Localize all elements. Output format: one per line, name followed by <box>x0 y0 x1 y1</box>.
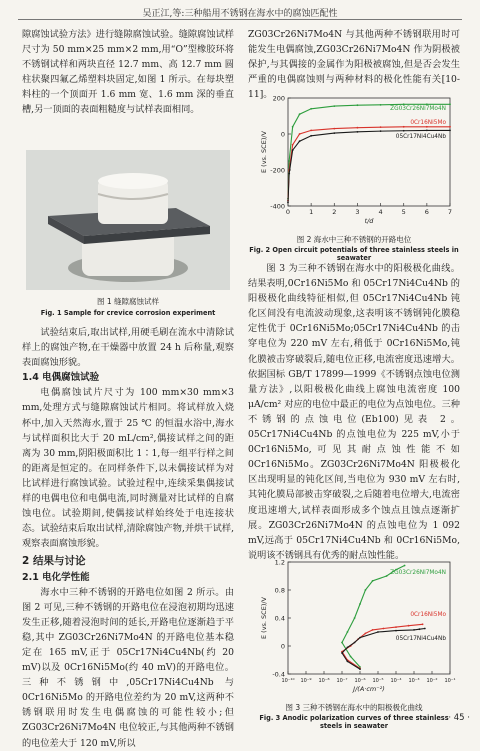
data-point <box>310 130 312 132</box>
figure-1-caption-cn: 图 1 缝隙腐蚀试样 <box>96 297 160 306</box>
y-axis-label: E (vs. SCE)/V <box>260 596 268 640</box>
figure-2-caption-cn: 图 2 海水中三种不锈钢的开路电位 <box>296 235 412 244</box>
plot-frame <box>288 562 450 674</box>
data-point <box>341 642 343 644</box>
data-point <box>292 126 294 128</box>
y-tick-label: 1.2 <box>274 558 285 567</box>
figure-1-caption-en: Fig. 1 Sample for crevice corrosion experiment <box>40 309 216 317</box>
series-line-1 <box>288 104 450 199</box>
y-tick-label: 200 <box>272 94 285 103</box>
x-tick-label: 10⁻⁸ <box>318 678 330 684</box>
y-tick-label: 0.8 <box>274 586 285 595</box>
data-point <box>310 135 312 137</box>
series-label-2: 0Cr16Ni5Mo <box>410 612 446 618</box>
x-tick-label: 10⁻³ <box>408 678 420 684</box>
x-tick-label: 10⁻⁵ <box>372 678 384 684</box>
data-point <box>347 661 349 663</box>
series-label-2: 0Cr16Ni5Mo <box>410 120 446 126</box>
data-point <box>380 126 382 128</box>
data-point <box>424 628 426 630</box>
x-tick-label: 1 <box>309 208 314 216</box>
data-point <box>310 108 312 110</box>
data-point <box>449 130 451 132</box>
data-point <box>426 126 428 128</box>
data-point <box>292 149 294 151</box>
data-point <box>372 580 374 582</box>
data-point <box>333 132 335 134</box>
page-number: · 45 · <box>448 713 470 723</box>
series-label-1: ZG03Cr26Ni7Mo4N <box>390 106 446 112</box>
x-tick-label: 2 <box>332 208 337 216</box>
data-point <box>299 133 301 135</box>
x-tick-label: 0 <box>285 208 291 216</box>
x-axis-label: J/(A·cm⁻²) <box>353 685 385 693</box>
data-point <box>341 652 343 654</box>
data-point <box>380 130 382 132</box>
left-paragraph-4: 海水中三种不锈钢的开路电位如图 2 所示。由图 2 可见,三种不锈钢的开路电位在浸泡初期均迅速发生正移,随着浸泡时间的延长,开路电位逐渐趋于平稳,其中 ZG03Cr26Ni7Mo4N 的开路电位基本稳定在 165 mV,正于 05Cr17Ni4Cu4Nb(约 20 mV)以及 0Cr16Ni5Mo(约 40 mV)的开路电位。三种不锈钢中,05Cr17Ni4Cu4Nb 与 0Cr16Ni5Mo 的开路电位差约为 20 mV,这两种不锈钢联用时发生电偶腐蚀的可能性较小;但 ZG03Cr26Ni7Mo4N 电位较正,与其他两种不锈钢的电位差大于 120 mV,所以 <box>22 586 234 749</box>
x-tick-label: 7 <box>447 208 453 216</box>
data-point <box>403 130 405 132</box>
data-point <box>403 126 405 128</box>
series-line-3 <box>288 130 450 202</box>
left-column-top <box>22 27 234 118</box>
x-tick-label: 3 <box>355 208 360 216</box>
running-header <box>0 0 480 22</box>
data-point <box>299 113 301 115</box>
data-point <box>287 202 289 204</box>
left-paragraph-1: 隙腐蚀试验方法》进行缝隙腐蚀试验。缝隙腐蚀试样尺寸为 50 mm×25 mm×2 mm,用“O”型橡胶环将不锈钢试样和两块直径 12.7 mm、高 12.7 mm 圆柱状聚四氟乙烯塑料块固定,如图 1 所示。在每块塑料柱的一个顶面开 1.6 mm 宽、1.6 mm 深的垂直槽,另一顶面的表面粗糙度与试样表面相同。 <box>22 29 234 116</box>
data-point <box>395 630 397 632</box>
data-point <box>408 625 410 627</box>
x-tick-label: 6 <box>424 208 429 216</box>
x-tick-label: 5 <box>401 208 406 216</box>
data-point <box>359 603 361 605</box>
x-tick-label: 10⁻¹⁰ <box>281 678 295 684</box>
data-point <box>354 642 356 644</box>
running-header-text: 吴正江,等:三种船用不锈钢在海水中的腐蚀匹配性 <box>142 9 338 19</box>
data-point <box>419 628 421 630</box>
data-point <box>377 631 379 633</box>
data-point <box>347 631 349 633</box>
data-point <box>292 144 294 146</box>
data-point <box>386 575 388 577</box>
data-point <box>299 140 301 142</box>
y-tick-label: 0 <box>280 642 285 651</box>
header-rule <box>18 19 462 20</box>
data-point <box>357 104 359 106</box>
section-heading-2: 2 结果与讨论 <box>22 555 86 568</box>
series-label-3: 05Cr17Ni4Cu4Nb <box>395 134 446 140</box>
y-tick-label: -200 <box>270 166 285 175</box>
series-label-1: ZG03Cr26Ni7Mo4N <box>390 570 446 576</box>
data-point <box>357 131 359 133</box>
figure-3-caption-cn: 图 3 三种不锈钢在海水中的阳极极化曲线 <box>285 703 423 712</box>
data-point <box>333 105 335 107</box>
y-tick-label: 0 <box>280 130 285 139</box>
x-tick-label: 10⁻⁴ <box>390 678 402 684</box>
data-point <box>372 629 374 631</box>
data-point <box>403 103 405 105</box>
y-tick-label: 0.4 <box>274 614 285 623</box>
data-point <box>359 637 361 639</box>
data-point <box>380 104 382 106</box>
y-axis-label: E (vs. SCE)/V <box>260 130 268 174</box>
data-point <box>357 127 359 129</box>
x-tick-label: 4 <box>378 208 383 216</box>
left-paragraph-2: 试验结束后,取出试样,用硬毛刷在流水中清除试样上的腐蚀产物,在干燥器中放置 24 h 后称量,观察表面腐蚀形貌。 <box>22 327 234 369</box>
x-tick-label: 10⁻⁶ <box>354 678 366 684</box>
series-label-3: 05Cr17Ni4Cu4Nb <box>395 636 446 642</box>
data-point <box>365 589 367 591</box>
data-point <box>347 647 349 649</box>
data-point <box>426 130 428 132</box>
x-tick-label: 10⁻¹ <box>444 678 456 684</box>
x-axis-label: t/d <box>364 217 374 225</box>
data-point <box>333 128 335 130</box>
y-tick-label: -0.4 <box>272 670 285 679</box>
data-point <box>395 626 397 628</box>
data-point <box>383 628 385 630</box>
x-tick-label: 10⁻⁹ <box>300 678 312 684</box>
data-point <box>354 617 356 619</box>
right-column-main <box>248 261 460 563</box>
crevice-sample-illustration <box>26 150 230 290</box>
data-point <box>404 565 406 567</box>
figure-1-photo <box>26 150 230 290</box>
section-heading-1-4: 1.4 电偶腐蚀试验 <box>22 372 100 384</box>
data-point <box>288 173 290 175</box>
data-point <box>426 103 428 105</box>
figure-2-chart <box>248 92 460 232</box>
right-paragraph-2: 图 3 为三种不锈钢在海水中的阳极极化曲线。结果表明,0Cr16Ni5Mo 和 05Cr17Ni4Cu4Nb 的阳极极化曲线特征相似,但 05Cr17Ni4Cu4Nb 钝化区间没有电流波动现象,这表明该不锈钢钝化膜稳定性优于 0Cr16Ni5Mo;05Cr17Ni4Cu4Nb 的击穿电位为 220 mV 左右,稍低于 0Cr16Ni5Mo,钝化膜被击穿破裂后,随电位正移,电流密度迅速增大。依据国标 GB/T 17899—1999《不锈钢点蚀电位测量方法》,以阳极极化曲线上腐蚀电流密度 100 μA/cm² 对应的电位中最正的电位为点蚀电位。三种不锈钢的点蚀电位(Eb100)见表 2。05Cr17Ni4Cu4Nb 的点蚀电位为 225 mV,小于 0Cr16Ni5Mo,可见其耐点蚀性能不如 0Cr16Ni5Mo。ZG03Cr26Ni7Mo4N 阳极极化区出现明显的钝化区间,当电位为 930 mV 左右时,其钝化膜局部被击穿破裂,之后随着电位增大,电流密度迅速增大,试样表面形成多个蚀点且蚀点逐渐扩展。ZG03Cr26Ni7Mo4N 的点蚀电位为 1 092 mV,远高于 05Cr17Ni4Cu4Nb 和 0Cr16Ni5Mo,说明该不锈钢具有优秀的耐点蚀性能。 <box>248 263 460 561</box>
figure-3-caption-en: Fig. 3 Anodic polarization curves of three stainless steels in seawater <box>259 714 449 730</box>
figure-2-caption-en: Fig. 2 Open circuit potentials of three stainless steels in seawater <box>249 246 459 262</box>
plot-frame <box>288 98 450 206</box>
y-tick-label: -400 <box>270 202 285 211</box>
left-column-main <box>22 325 234 751</box>
data-point <box>359 668 361 670</box>
data-point <box>350 656 352 658</box>
series-line-3 <box>342 629 425 670</box>
data-point <box>422 623 424 625</box>
x-tick-label: 10⁻⁷ <box>336 678 348 684</box>
data-point <box>449 103 451 105</box>
figure-3-chart <box>248 556 460 702</box>
series-line-2 <box>342 624 423 668</box>
data-point <box>413 629 415 631</box>
section-heading-2-1: 2.1 电化学性能 <box>22 571 90 583</box>
left-paragraph-3: 电偶腐蚀试片尺寸为 100 mm×30 mm×3 mm,处理方式与缝隙腐蚀试片相同。将试样放入烧杯中,加入天然海水,置于 25 ℃ 的恒温水浴中,海水与试样面积比大于 20 mL/cm²,偶接试样之间的距离为 30 mm,阴阳极面积比 1∶1,每一组平行样之间的距离是恒定的。在同样条件下,以未偶接试样为对比试样进行腐蚀试验。试验过程中,连续采集偶接试样的电偶电位和电偶电流,同时测量对比试样的自腐蚀电位。试验期间,使偶接试样始终处于电连接状态。试验结束后取出试样,清除腐蚀产物,并烘干试样,观察表面腐蚀形貌。 <box>22 387 234 550</box>
data-point <box>365 633 367 635</box>
x-tick-label: 10⁻² <box>426 678 438 684</box>
data-point <box>449 126 451 128</box>
right-paragraph-1: ZG03Cr26Ni7Mo4N 与其他两种不锈钢联用时可能发生电偶腐蚀,ZG03Cr26Ni7Mo4N 作为阴极被保护,与其偶接的金属作为阳极被腐蚀,但是否会发生严重的电偶腐蚀则与两种材料的极化性能有关[10-11]。 <box>248 29 460 101</box>
